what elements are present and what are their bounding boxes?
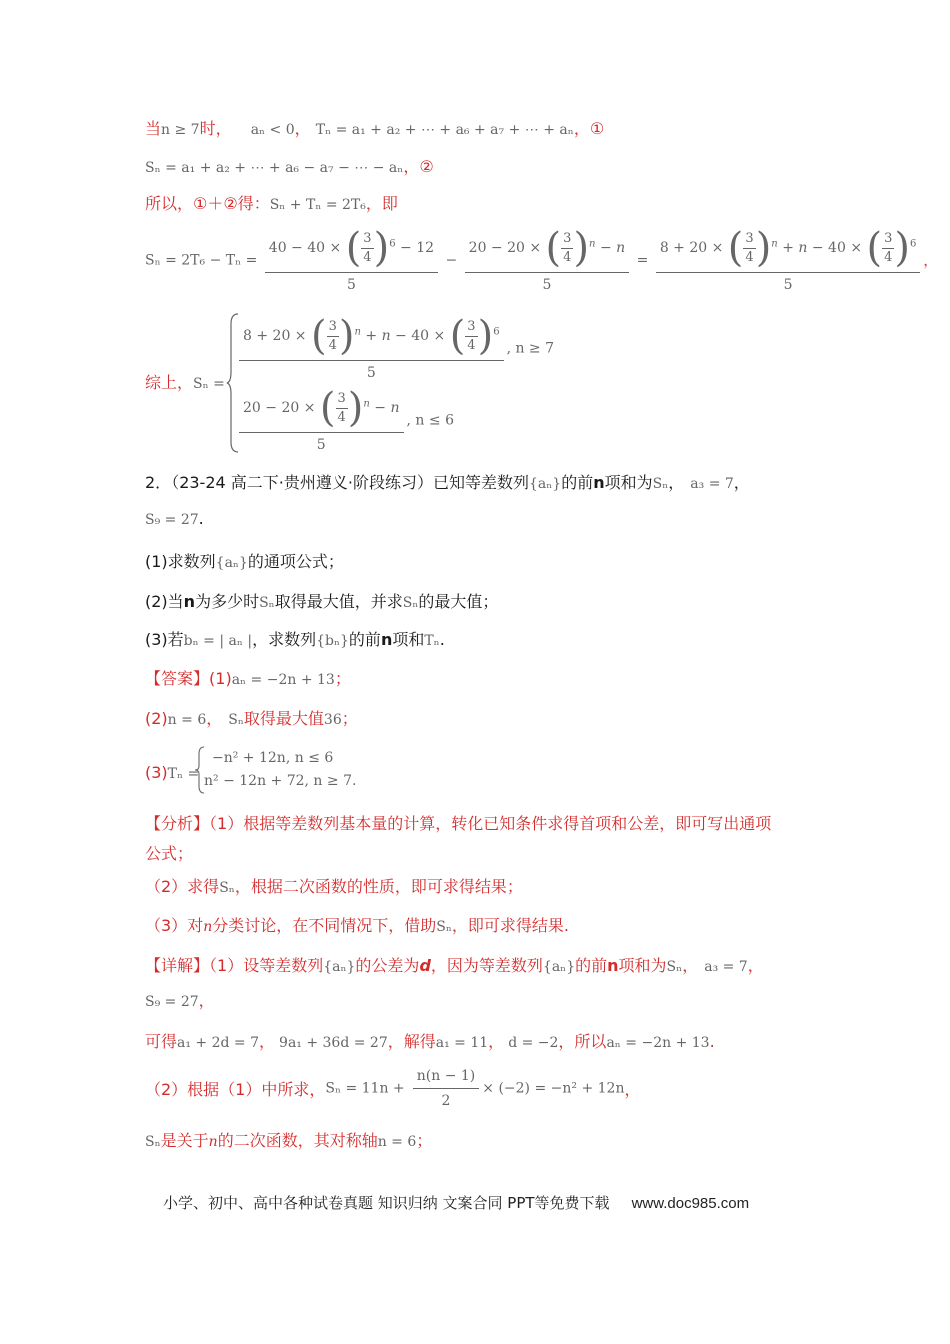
case-2-fraction: 20 − 20 × ( $\frac{3}{4}$ )$^n$ − n 5 bbox=[239, 388, 404, 453]
text: ，所以 bbox=[558, 1032, 607, 1051]
lhs: Sₙ = 2T₆ − Tₙ = bbox=[145, 252, 258, 269]
var-n: n bbox=[380, 630, 393, 649]
sn-fraction: $\frac{n(n - 1)}{2}$ bbox=[413, 1068, 480, 1109]
text: ，即可求得结果. bbox=[451, 916, 569, 935]
text: 综上， bbox=[145, 373, 194, 392]
an-value: aₙ = −2n + 13 bbox=[606, 1035, 710, 1051]
a3-value: a₃ = 7 bbox=[704, 959, 748, 975]
inequality: aₙ < 0 bbox=[250, 122, 295, 138]
text: 所以，①＋②得： bbox=[145, 194, 270, 213]
analysis-2 bbox=[145, 876, 523, 899]
answer-3 bbox=[145, 762, 199, 785]
text: 是关于 bbox=[160, 1131, 209, 1150]
var-n: n bbox=[208, 1134, 218, 1150]
detail-label: 【详解】 bbox=[145, 956, 210, 975]
text: 时， bbox=[199, 119, 232, 138]
var-n: n bbox=[183, 592, 196, 611]
text: (2)当 bbox=[145, 592, 184, 611]
index: (1) bbox=[209, 669, 232, 688]
text: （1）根据等差数列基本量的计算，转化已知条件求得首项和公差，即可写出通项 bbox=[209, 814, 772, 833]
text: 的最大值； bbox=[418, 592, 499, 611]
text: 为多少时 bbox=[195, 592, 260, 611]
sn: Sₙ bbox=[652, 476, 669, 492]
marker-2: ② bbox=[419, 157, 434, 176]
sn: Sₙ bbox=[228, 712, 244, 728]
text: ，求数列 bbox=[252, 630, 317, 649]
detail-4: Sₙ是关于n的二次函数，其对称轴n = 6； bbox=[145, 1131, 433, 1150]
sn-expr: Sₙ = 11n + bbox=[325, 1080, 405, 1097]
analysis-3 bbox=[145, 915, 569, 938]
marker-1: ① bbox=[589, 119, 605, 138]
text: (1)求数列 bbox=[145, 552, 216, 571]
text: ，即 bbox=[365, 194, 398, 213]
answer-1: 【答案】(1)aₙ = −2n + 13； bbox=[145, 669, 351, 688]
case-line-1: 当n ≥ 7时， aₙ < 0， Tₙ = a₁ + a₂ + ⋯ + a₆ + a₇ + ⋯ + aₙ，① bbox=[145, 119, 605, 138]
page-footer bbox=[163, 1192, 749, 1213]
sequence: {aₙ} bbox=[528, 476, 562, 492]
analysis-label: 【分析】 bbox=[145, 814, 210, 833]
sn-label: Sₙ = bbox=[193, 376, 225, 392]
text: 可得 bbox=[145, 1032, 178, 1051]
axis: n = 6 bbox=[377, 1134, 417, 1150]
sn-expansion-line: Sₙ = a₁ + a₂ + ⋯ + a₆ − a₇ − ⋯ − aₙ，② bbox=[145, 157, 434, 176]
detail-1: 【详解】（1）设等差数列{aₙ}的公差为d，因为等差数列{aₙ}的前n项和为Sₙ， a₃ = 7， bbox=[145, 956, 764, 975]
text: （2）根据（1）中所求， bbox=[145, 1080, 326, 1099]
answer-1-formula: aₙ = −2n + 13 bbox=[231, 672, 335, 688]
text: ，解得 bbox=[387, 1032, 436, 1051]
question-2 bbox=[145, 591, 498, 614]
case-2 bbox=[236, 385, 454, 453]
case-1 bbox=[236, 313, 555, 381]
answer-3-case-2: n² − 12n + 72, n ≥ 7 bbox=[204, 773, 352, 789]
sequence: {aₙ} bbox=[215, 555, 248, 571]
a1-value: a₁ = 11 bbox=[435, 1035, 489, 1051]
footer-link[interactable]: www.doc985.com bbox=[631, 1195, 750, 1212]
text: （3）对 bbox=[145, 916, 204, 935]
text: 项和为 bbox=[618, 956, 667, 975]
text: （2）求得 bbox=[145, 877, 220, 896]
text: 的前 bbox=[561, 473, 594, 492]
question-1 bbox=[145, 551, 344, 574]
s9-value: S₉ = 27 bbox=[145, 512, 199, 528]
problem-number: 2． bbox=[145, 473, 172, 492]
sequence-b: {bₙ} bbox=[316, 633, 349, 649]
problem-stem-2: S₉ = 27. bbox=[145, 509, 204, 528]
summary-label bbox=[145, 372, 225, 395]
tn-label: Tₙ = bbox=[167, 766, 200, 782]
condition: n ≥ 7 bbox=[161, 122, 200, 138]
text: ，根据二次函数的性质，即可求得结果； bbox=[234, 877, 523, 896]
sn: Sₙ bbox=[402, 595, 419, 611]
sn: Sₙ bbox=[219, 880, 235, 896]
case-1-fraction: 8 + 20 × ( $\frac{3}{4}$ )$^n$ + n − 40 × ( $\frac{3}{4}$ )$^6$ 5 bbox=[239, 316, 504, 381]
footer-text: 小学、初中、高中各种试卷真题 知识归纳 文案合同 PPT等免费下载 bbox=[163, 1194, 610, 1212]
problem-source: （23-24 高二下·贵州遵义·阶段练习） bbox=[171, 473, 433, 492]
index: (2) bbox=[145, 709, 168, 728]
analysis-1 bbox=[145, 813, 771, 835]
equation-1: a₁ + 2d = 7 bbox=[177, 1035, 260, 1051]
case-2-condition: , n ≤ 6 bbox=[406, 412, 454, 429]
text: 的前 bbox=[575, 956, 608, 975]
sequence: {aₙ} bbox=[542, 959, 576, 975]
sn: Sₙ bbox=[259, 595, 275, 611]
analysis-1b: 公式； bbox=[145, 844, 194, 863]
text: 的前 bbox=[348, 630, 381, 649]
text: 已知等差数列 bbox=[432, 473, 529, 492]
text: (3)若 bbox=[145, 630, 184, 649]
var-n: n bbox=[203, 919, 213, 935]
text: 的二次函数，其对称轴 bbox=[217, 1131, 378, 1150]
d-value: d = −2 bbox=[508, 1035, 559, 1051]
detail-2: 可得a₁ + 2d = 7， 9a₁ + 36d = 27，解得a₁ = 11， d = −2，所以aₙ = −2n + 13. bbox=[145, 1032, 715, 1051]
answer-2-value: 36 bbox=[323, 712, 342, 728]
answer-label: 【答案】 bbox=[145, 669, 210, 688]
sn: Sₙ bbox=[145, 1134, 161, 1150]
equation: Sₙ + Tₙ = 2T₆ bbox=[269, 197, 366, 213]
s9-value: S₉ = 27 bbox=[145, 994, 199, 1010]
text: 取得最大值 bbox=[243, 709, 324, 728]
sn-expr-tail: × (−2) = −n² + 12n bbox=[482, 1080, 625, 1097]
problem-stem: 2．（23-24 高二下·贵州遵义·阶段练习）已知等差数列{aₙ}的前n项和为Sₙ， a₃ = 7， bbox=[145, 473, 750, 492]
var-d: d bbox=[419, 956, 431, 975]
text: 项和 bbox=[392, 630, 425, 649]
tn-expansion: Tₙ = a₁ + a₂ + ⋯ + a₆ + a₇ + ⋯ + aₙ bbox=[315, 122, 574, 138]
a3-value: a₃ = 7 bbox=[690, 476, 734, 492]
fraction-2: 20 − 20 × ( $\frac{3}{4}$ )$^n$ − n 5 bbox=[465, 228, 630, 293]
fraction-3: 8 + 20 × ( $\frac{3}{4}$ )$^n$ + n − 40 × ( $\frac{3}{4}$ )$^6$ 5 bbox=[656, 228, 921, 293]
var-n: n bbox=[593, 473, 605, 492]
detail-1b: S₉ = 27， bbox=[145, 991, 215, 1010]
sn-expansion: Sₙ = a₁ + a₂ + ⋯ + a₆ − a₇ − ⋯ − aₙ bbox=[145, 160, 404, 176]
sequence: {aₙ} bbox=[323, 959, 356, 975]
detail-3: （2）根据（1）中所求，Sₙ = 11n + $\frac{n(n - 1)}{2}$ × (−2) = −n² + 12n， bbox=[145, 1068, 641, 1109]
text: （1）设等差数列 bbox=[209, 956, 324, 975]
text: 分类讨论，在不同情况下，借助 bbox=[212, 916, 437, 935]
answer-3-case-1: −n² + 12n, n ≤ 6 bbox=[212, 750, 334, 766]
text: 取得最大值，并求 bbox=[274, 592, 403, 611]
index: (3) bbox=[145, 763, 168, 782]
answer-2: (2)n = 6， Sₙ取得最大值36； bbox=[145, 709, 358, 728]
equation-2: 9a₁ + 36d = 27 bbox=[279, 1035, 388, 1051]
tn: Tₙ bbox=[424, 633, 440, 649]
text: 项和为 bbox=[604, 473, 653, 492]
answer-2-n: n = 6 bbox=[167, 712, 207, 728]
text: ，因为等差数列 bbox=[430, 956, 543, 975]
case-1-condition: , n ≥ 7 bbox=[506, 340, 555, 357]
sn: Sₙ bbox=[436, 919, 452, 935]
fraction-1: 40 − 40 × ( $\frac{3}{4}$ )$^6$ − 12 5 bbox=[265, 228, 438, 293]
sn-formula: Sₙ = 2T₆ − Tₙ = 40 − 40 × ( $\frac{3}{4}$ )$^6$ − 12 5 − 20 − 20 × ( $\frac{3}{4}$ )$^n$ − n 5 = 8 + 20 × ( $\frac{3}{4}$ )$^n$ + n − 40 × ( $\frac{3}{4}$ )$^6$ 5 ， bbox=[145, 225, 938, 293]
bn-def: bₙ = | aₙ | bbox=[183, 633, 253, 649]
text: 当 bbox=[145, 119, 162, 138]
text: 的公差为 bbox=[355, 956, 420, 975]
answer-3-case-2-line: n² − 12n + 72, n ≥ 7. bbox=[204, 773, 357, 789]
sum-line bbox=[145, 193, 398, 216]
sn: Sₙ bbox=[666, 959, 683, 975]
text: 的通项公式； bbox=[247, 552, 344, 571]
question-3: (3)若bₙ = | aₙ |，求数列{bₙ}的前n项和Tₙ. bbox=[145, 630, 445, 649]
var-n: n bbox=[607, 956, 619, 975]
